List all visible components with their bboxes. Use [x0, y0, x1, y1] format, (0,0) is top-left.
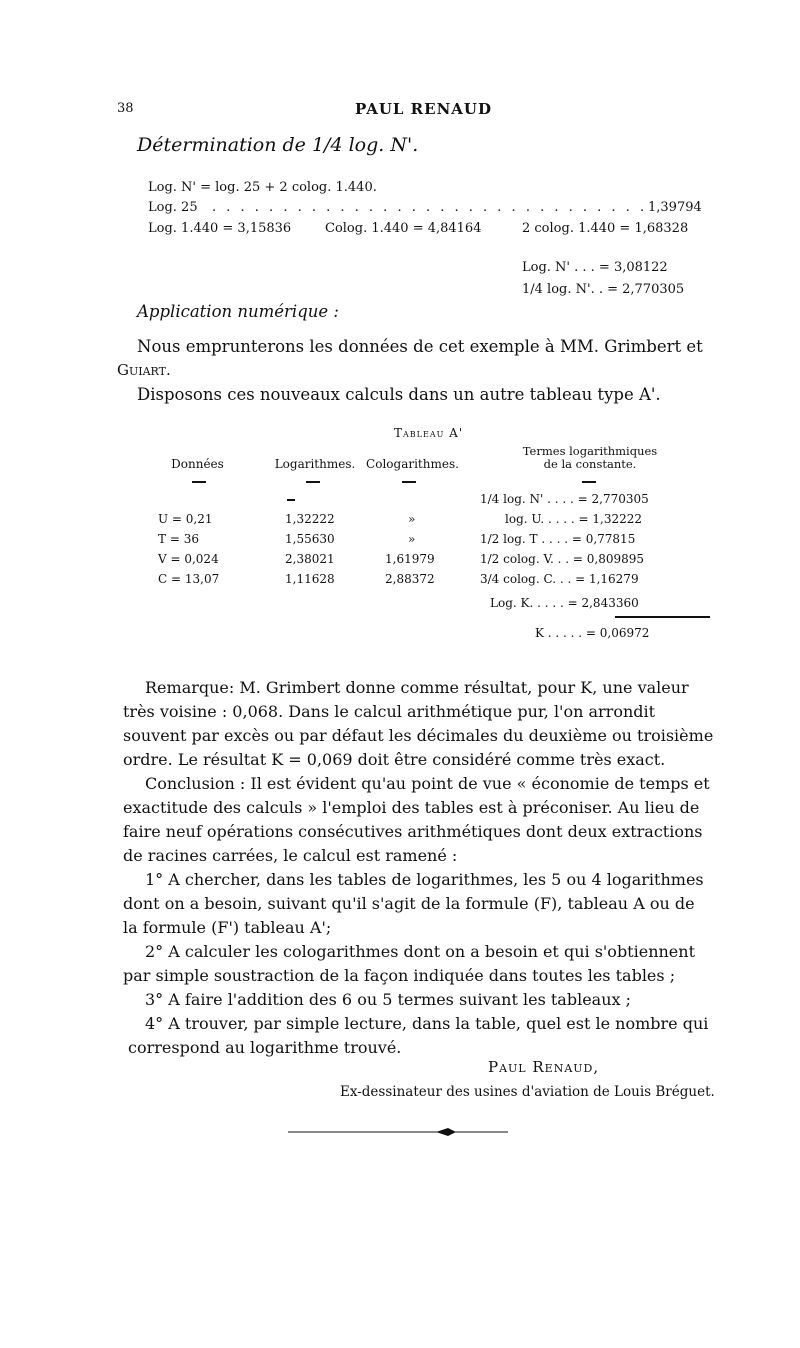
table-header-donnees: Données: [171, 457, 224, 471]
sum-rule: [615, 616, 710, 618]
remarque-line: ordre. Le résultat K = 0,069 doit être considéré comme très exact.: [123, 750, 666, 769]
point-4-line: 4° A trouver, par simple lecture, dans la table, quel est le nombre qui: [145, 1014, 709, 1033]
remarque-line: Remarque: M. Grimbert donne comme résultat, pour K, une valeur: [145, 678, 689, 697]
conclusion-line: faire neuf opérations consécutives arithmétiques dont deux extractions: [123, 822, 703, 841]
calc-line-5: 1/4 log. N'. . = 2,770305: [522, 282, 685, 297]
running-title: PAUL RENAUD: [355, 100, 493, 118]
section-heading: Détermination de 1/4 log. N'.: [137, 134, 419, 156]
table-cell-donnee: C = 13,07: [158, 572, 220, 586]
header-dash: [402, 481, 416, 483]
remarque-line: souvent par excès ou par défaut les décimales du deuxième ou troisième: [123, 726, 714, 745]
signature-affiliation: Ex-dessinateur des usines d'aviation de Louis Bréguet.: [340, 1084, 715, 1100]
header-dash: [582, 481, 596, 483]
table-cell-log: 2,38021: [285, 552, 335, 566]
header-dash: [306, 481, 320, 483]
table-header-termes-2: de la constante.: [543, 457, 637, 471]
table-cell-log: 1,55630: [285, 532, 335, 546]
calc-line-2-value: 1,39794: [648, 200, 702, 215]
calc-line-3-colog: Colog. 1.440 = 4,84164: [325, 221, 482, 236]
intro-line-1: Nous emprunterons les données de cet exemple à MM. Grimbert et: [137, 337, 703, 356]
table-cell-colog: 2,88372: [385, 572, 435, 586]
table-term: 3/4 colog. C. . . = 1,16279: [480, 572, 639, 586]
application-heading: Application numérique :: [137, 302, 339, 321]
calc-line-1: Log. N' = log. 25 + 2 colog. 1.440.: [148, 180, 377, 195]
table-cell-log: 1,32222: [285, 512, 335, 526]
ornament-divider: [288, 1126, 508, 1138]
header-dash: [192, 481, 206, 483]
table-term: Log. K. . . . . = 2,843360: [490, 596, 639, 610]
remarque-line: très voisine : 0,068. Dans le calcul arithmétique pur, l'on arrondit: [123, 702, 656, 721]
intro-line-3: Disposons ces nouveaux calculs dans un autre tableau type A'.: [137, 385, 661, 404]
table-caption: Tableau A': [394, 426, 464, 440]
table-result: K . . . . . = 0,06972: [535, 626, 650, 640]
point-2-line: par simple soustraction de la façon indiquée dans toutes les tables ;: [123, 966, 676, 985]
point-2-line: 2° A calculer les cologarithmes dont on a besoin et qui s'obtiennent: [145, 942, 696, 961]
intro-line-2: Guiart.: [117, 361, 171, 379]
table-cell-colog: »: [408, 512, 416, 526]
calc-line-2-dots: . . . . . . . . . . . . . . . . . . . . . . . . . . . . . . .: [212, 200, 648, 215]
header-dash: [287, 499, 295, 501]
conclusion-line: Conclusion : Il est évident qu'au point de vue « économie de temps et: [145, 774, 710, 793]
point-1-line: la formule (F') tableau A';: [123, 918, 332, 937]
table-term: 1/2 colog. V. . . = 0,809895: [480, 552, 645, 566]
conclusion-line: de racines carrées, le calcul est ramené :: [123, 846, 458, 865]
table-cell-donnee: U = 0,21: [158, 512, 213, 526]
conclusion-line: exactitude des calculs » l'emploi des tables est à préconiser. Au lieu de: [123, 798, 700, 817]
table-term: log. U. . . . . = 1,32222: [505, 512, 643, 526]
calc-line-4: Log. N' . . . = 3,08122: [522, 260, 668, 275]
signature-name: Paul Renaud,: [488, 1058, 600, 1076]
table-header-termes-1: Termes logarithmiques: [522, 444, 658, 458]
calc-line-2-label: Log. 25: [148, 200, 198, 215]
point-4-line: correspond au logarithme trouvé.: [128, 1038, 402, 1057]
table-header-logarithmes: Logarithmes.: [274, 457, 356, 471]
table-cell-donnee: T = 36: [158, 532, 199, 546]
table-cell-log: 1,11628: [285, 572, 335, 586]
table-term: 1/4 log. N' . . . . = 2,770305: [480, 492, 649, 506]
table-header-cologarithmes: Cologarithmes.: [366, 457, 459, 471]
page-number: 38: [117, 101, 134, 116]
calc-line-3-log: Log. 1.440 = 3,15836: [148, 221, 292, 236]
table-cell-donnee: V = 0,024: [158, 552, 219, 566]
ornament-diamond-icon: [436, 1128, 456, 1136]
calc-line-3-2colog: 2 colog. 1.440 = 1,68328: [522, 221, 689, 236]
point-1-line: dont on a besoin, suivant qu'il s'agit de la formule (F), tableau A ou de: [123, 894, 695, 913]
table-cell-colog: »: [408, 532, 416, 546]
point-1-line: 1° A chercher, dans les tables de logarithmes, les 5 ou 4 logarithmes: [145, 870, 704, 889]
point-3-line: 3° A faire l'addition des 6 ou 5 termes suivant les tableaux ;: [145, 990, 632, 1009]
table-cell-colog: 1,61979: [385, 552, 435, 566]
table-term: 1/2 log. T . . . . = 0,77815: [480, 532, 636, 546]
